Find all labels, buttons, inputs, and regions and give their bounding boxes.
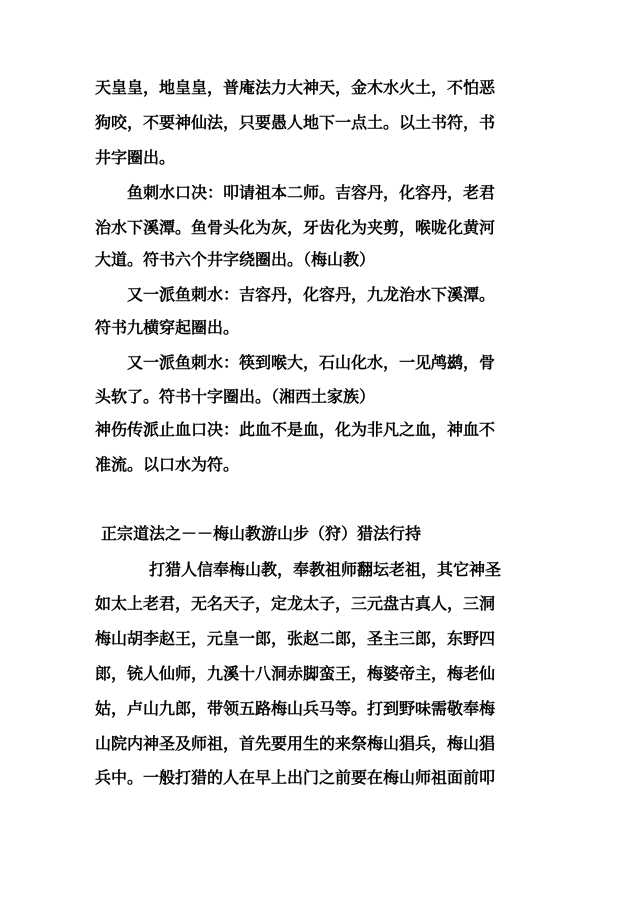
text-line: 姑，卢山九郎，带领五路梅山兵马等。打到野味需敬奉梅 bbox=[95, 699, 496, 718]
text-line: 梅山胡李赵王，元皇一郎，张赵二郎，圣主三郎，东野四 bbox=[95, 629, 496, 648]
text-line: 鱼刺水口决：叩请祖本二师。吉容丹，化容丹，老君 bbox=[127, 183, 496, 202]
text-line: 符书九横穿起圈出。 bbox=[95, 318, 240, 337]
text-line: 如太上老君，无名天子，定龙太子，三元盘古真人，三洞 bbox=[95, 594, 496, 613]
text-line: 治水下溪潭。鱼骨头化为灰，牙齿化为夹剪，喉咙化黄河 bbox=[95, 218, 496, 237]
text-line: 神伤传派止血口决：此血不是血，化为非凡之血，神血不 bbox=[95, 420, 496, 439]
text-line: 大道。符书六个井字绕圈出。（梅山教） bbox=[95, 250, 376, 269]
text-line: 准流。以口水为符。 bbox=[95, 455, 240, 474]
text-line: 井字圈出。 bbox=[95, 148, 176, 167]
text-line: 兵中。一般打猎的人在早上出门之前要在梅山师祖面前叩 bbox=[95, 768, 496, 787]
text-line: 又一派鱼刺水：吉容丹，化容丹，九龙治水下溪潭。 bbox=[127, 285, 496, 304]
section-heading: 正宗道法之－－梅山教游山步（狩）猎法行持 bbox=[101, 524, 422, 543]
text-line: 山院内神圣及师祖，首先要用生的来祭梅山猖兵，梅山猖 bbox=[95, 734, 496, 753]
text-line: 郎，铳人仙师，九溪十八洞赤脚蛮王，梅婆帝主，梅老仙 bbox=[95, 664, 496, 683]
text-line: 打猎人信奉梅山教，奉教祖师翻坛老祖，其它神圣 bbox=[149, 560, 502, 579]
text-line: 又一派鱼刺水：筷到喉大，石山化水，一见鸬鹚，骨 bbox=[127, 353, 496, 372]
text-line: 天皇皇，地皇皇，普庵法力大神天，金木水火土，不怕恶 bbox=[95, 78, 496, 97]
text-line: 头软了。符书十字圈出。（湘西土家族） bbox=[95, 387, 376, 406]
text-line: 狗咬，不要神仙法，只要愚人地下一点土。以土书符，书 bbox=[95, 113, 496, 132]
